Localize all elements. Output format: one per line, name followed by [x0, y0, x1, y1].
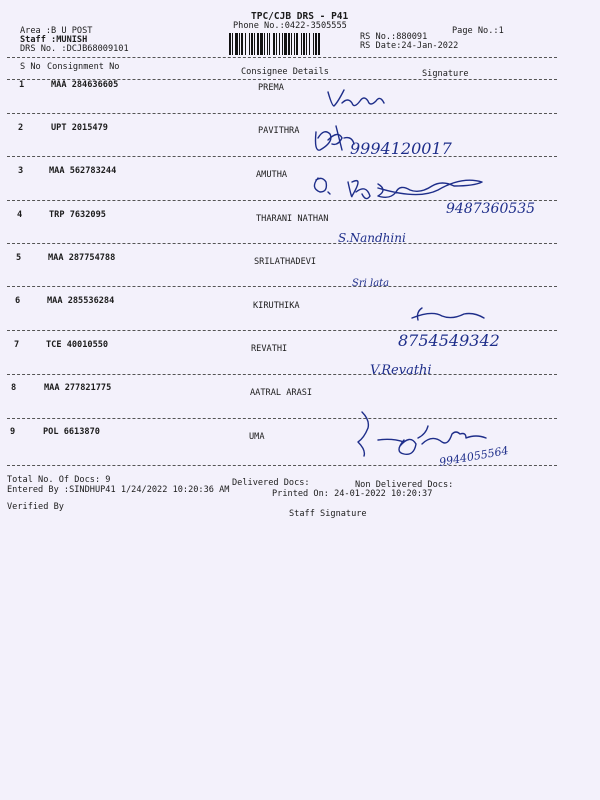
entered-by: Entered By :SINDHUP41 1/24/2022 10:20:36 AM	[7, 485, 230, 495]
barcode-bar	[241, 33, 243, 55]
barcode-bar	[279, 33, 280, 55]
barcode-bar	[254, 33, 255, 55]
barcode	[229, 33, 355, 55]
row-divider	[7, 465, 557, 466]
row-consignment: POL 6613870	[43, 427, 100, 437]
barcode-bar	[291, 33, 292, 55]
column-header-sno: S No	[20, 62, 41, 72]
barcode-bar	[309, 33, 310, 55]
row-divider	[7, 156, 557, 157]
row-consignment: TCE 40010550	[46, 340, 109, 350]
barcode-bar	[284, 33, 287, 55]
header-divider	[7, 57, 557, 58]
row-consignment: MAA 277821775	[44, 383, 112, 393]
handwritten-name-row-4: S.Nandhini	[338, 231, 406, 245]
column-header-consignee: Consignee Details	[241, 67, 329, 77]
signature-row-6	[412, 308, 484, 320]
barcode-bar	[229, 33, 231, 55]
barcode-bar	[288, 33, 290, 55]
handwritten-phone-row-2: 9994120017	[350, 139, 452, 158]
barcode-bar	[313, 33, 314, 55]
row-sno: 4	[17, 210, 23, 220]
signature-row-1	[328, 90, 384, 106]
barcode-bar	[273, 33, 275, 55]
barcode-bar	[251, 33, 253, 55]
page-number: Page No.:1	[452, 26, 504, 36]
row-consignment: MAA 287754788	[48, 253, 116, 263]
document-title: TPC/CJB DRS - P41	[251, 11, 349, 22]
verified-by: Verified By	[7, 502, 64, 512]
row-consignee: THARANI NATHAN	[256, 214, 329, 224]
barcode-bar	[296, 33, 298, 55]
row-divider	[7, 330, 557, 331]
row-divider	[7, 418, 557, 419]
phone-number: Phone No.:0422-3505555	[233, 21, 347, 31]
row-consignment: MAA 284636605	[51, 80, 119, 90]
row-divider	[7, 200, 557, 201]
row-divider	[7, 113, 557, 114]
row-divider	[7, 243, 557, 244]
handwritten-name-row-5: Sri lata	[352, 278, 390, 289]
barcode-bar	[276, 33, 277, 55]
drs-number: DRS No. :DCJB68009101	[20, 44, 129, 54]
row-consignment: MAA 562783244	[49, 166, 117, 176]
row-divider	[7, 374, 557, 375]
column-header-signature: Signature	[422, 69, 469, 79]
barcode-bar	[249, 33, 250, 55]
row-sno: 8	[11, 383, 17, 393]
row-consignee: UMA	[249, 432, 265, 442]
row-consignee: AMUTHA	[256, 170, 288, 180]
staff-label: Staff :MUNISH	[20, 35, 88, 45]
row-consignee: AATRAL ARASI	[250, 388, 313, 398]
row-consignee: PREMA	[258, 83, 284, 93]
signature-row-3	[314, 178, 482, 199]
barcode-bar	[257, 33, 259, 55]
rs-number: RS No.:880091	[360, 32, 428, 42]
row-consignee: SRILATHADEVI	[254, 257, 317, 267]
printed-on: Printed On: 24-01-2022 10:20:37	[272, 489, 433, 499]
staff-signature-label: Staff Signature	[289, 509, 367, 519]
handwritten-name-row-7: V.Revathi	[370, 363, 432, 378]
row-consignment: MAA 285536284	[47, 296, 115, 306]
row-sno: 7	[14, 340, 20, 350]
non-delivered-docs: Non Delivered Docs:	[355, 480, 454, 490]
barcode-bar	[315, 33, 317, 55]
barcode-bar	[232, 33, 233, 55]
barcode-bar	[318, 33, 320, 55]
barcode-bar	[260, 33, 263, 55]
barcode-bar	[294, 33, 295, 55]
row-consignment: UPT 2015479	[51, 123, 108, 133]
barcode-bar	[269, 33, 270, 55]
row-consignee: KIRUTHIKA	[253, 301, 300, 311]
barcode-bar	[245, 33, 246, 55]
row-divider	[7, 286, 557, 287]
row-sno: 6	[15, 296, 21, 306]
row-sno: 5	[16, 253, 22, 263]
barcode-bar	[235, 33, 238, 55]
row-sno: 1	[19, 80, 25, 90]
total-docs: Total No. Of Docs: 9	[7, 475, 111, 485]
barcode-bar	[264, 33, 265, 55]
signature-row-2	[316, 126, 355, 150]
barcode-bar	[303, 33, 305, 55]
row-consignee: PAVITHRA	[258, 126, 300, 136]
column-header-consignment: Consignment No	[47, 62, 120, 72]
row-sno: 9	[10, 427, 16, 437]
barcode-bar	[282, 33, 283, 55]
row-consignee: REVATHI	[251, 344, 288, 354]
barcode-bar	[239, 33, 240, 55]
barcode-bar	[267, 33, 268, 55]
barcode-bar	[306, 33, 307, 55]
row-consignment: TRP 7632095	[49, 210, 106, 220]
handwritten-phone-row-3: 9487360535	[446, 201, 536, 217]
row-sno: 3	[18, 166, 24, 176]
delivered-docs: Delivered Docs:	[232, 478, 310, 488]
area-label: Area :B U POST	[20, 26, 93, 36]
handwritten-phone-row-6: 8754549342	[398, 331, 500, 350]
barcode-bar	[301, 33, 302, 55]
rs-date: RS Date:24-Jan-2022	[360, 41, 459, 51]
handwritten-phone-row-9: 9944055564	[438, 443, 510, 469]
row-sno: 2	[18, 123, 24, 133]
